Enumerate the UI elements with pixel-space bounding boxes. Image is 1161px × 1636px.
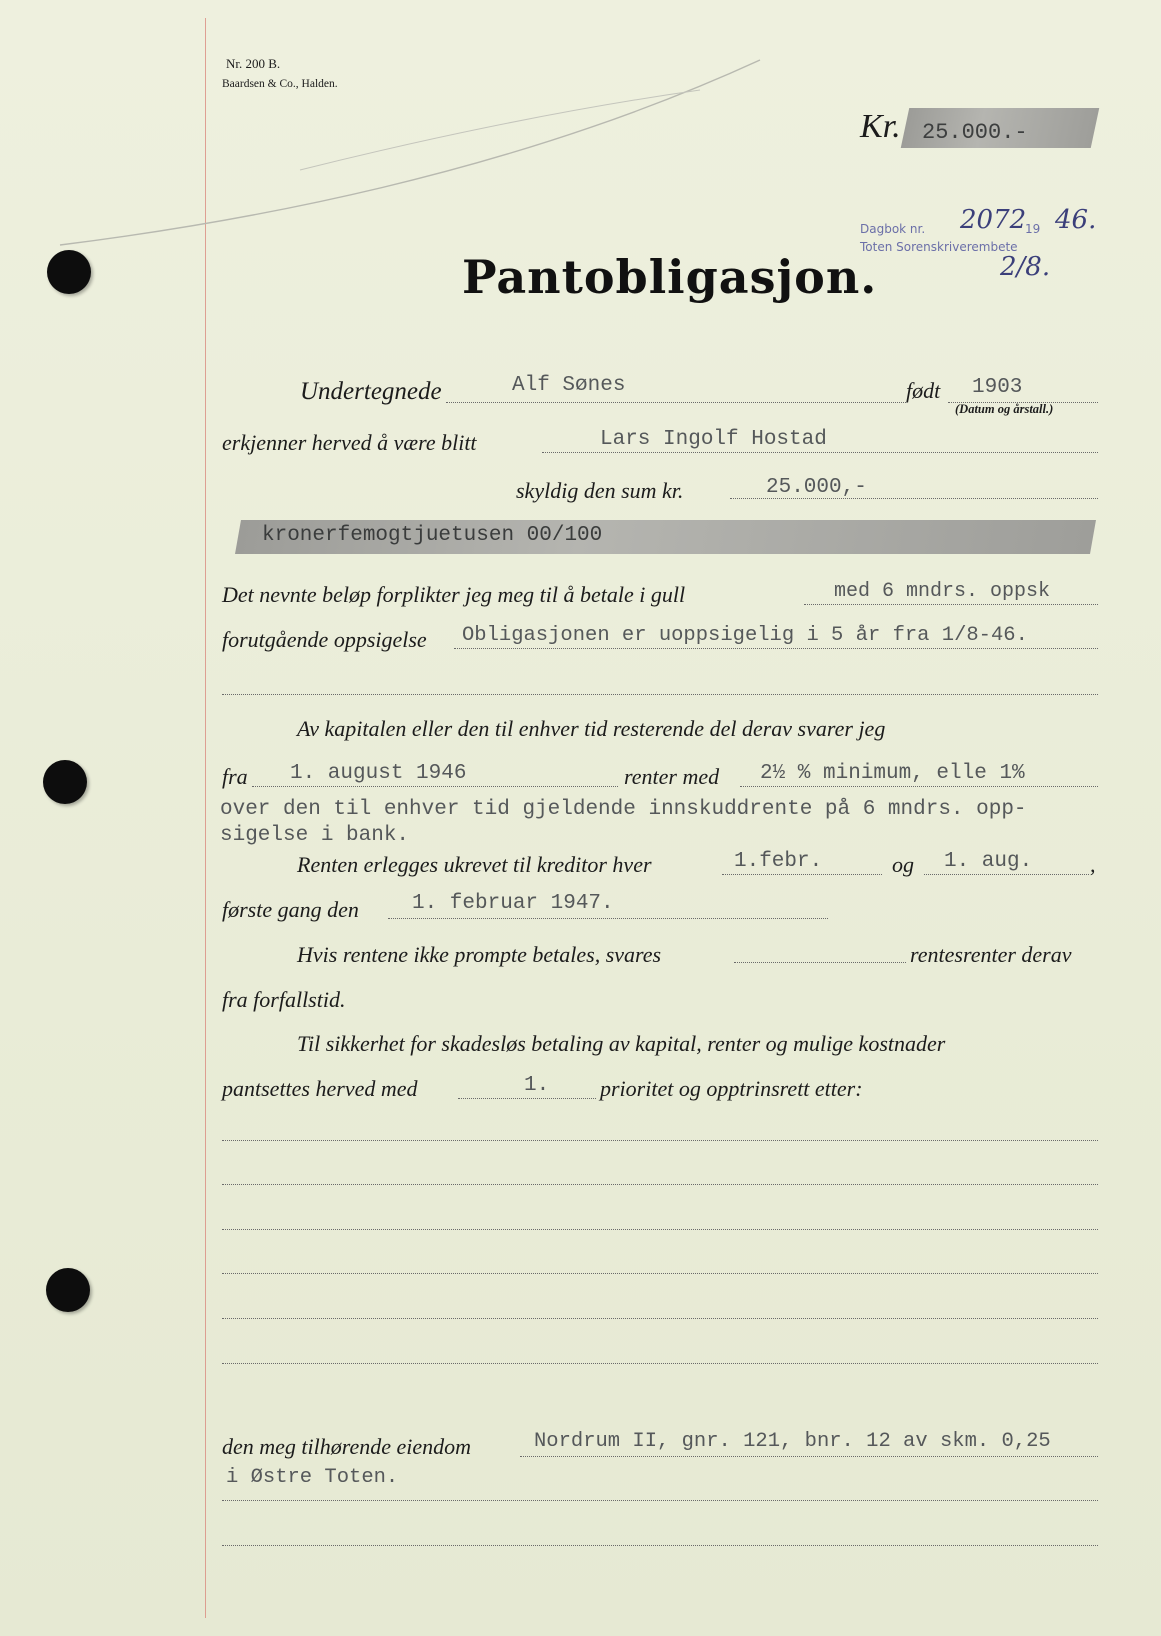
- form-number: Nr. 200 B.: [226, 56, 281, 71]
- stamp-diary-number: 2072: [960, 205, 1027, 235]
- pant-label: pantsettes herved med: [222, 1076, 418, 1101]
- fra-label: fra: [222, 764, 248, 789]
- fra-value: 1. august 1946: [290, 762, 467, 785]
- publisher: Baardsen & Co., Halden.: [222, 78, 338, 90]
- rentesrenter-label: rentesrenter derav: [910, 942, 1072, 967]
- renten-comma: ,: [1090, 852, 1096, 877]
- stamp-year: 46.: [1055, 205, 1097, 235]
- stamp-year-prefix: 19: [1025, 222, 1041, 236]
- oppsigelse-label: forutgående oppsigelse: [222, 627, 427, 652]
- fodt-hint: (Datum og årstall.): [955, 402, 1054, 416]
- forste-label: første gang den: [222, 897, 359, 922]
- stamp-diary-label: Dagbok nr.: [860, 222, 926, 236]
- renten-label: Renten erlegges ukrevet til kreditor hver: [297, 852, 652, 877]
- renter-value: 2½ % minimum, elle 1%: [760, 762, 1025, 785]
- forste-value: 1. februar 1947.: [412, 892, 614, 915]
- pencil-scribble: [0, 30, 900, 260]
- property-label: den meg tilhørende eiendom: [222, 1434, 472, 1459]
- belop-terms: med 6 mndrs. oppsk: [834, 580, 1051, 603]
- punch-hole-bottom: [46, 1268, 90, 1312]
- amount-value: 25.000.-: [922, 120, 1028, 145]
- birth-year: 1903: [972, 376, 1023, 399]
- creditor-name: Lars Ingolf Hostad: [600, 428, 827, 451]
- sum-in-words: kronerfemogtjuetusen 00/100: [262, 524, 603, 547]
- interest-intro: Av kapitalen eller den til enhver tid resterende del derav svarer jeg: [297, 716, 886, 741]
- undertegnede-label: Undertegnede: [300, 378, 442, 405]
- hvis-label: Hvis rentene ikke prompte betales, svares: [297, 942, 662, 967]
- fodt-label: født: [906, 378, 941, 403]
- amount-label: Kr.: [860, 108, 901, 145]
- property-value-2: i Østre Toten.: [226, 1466, 399, 1489]
- interest-line3: over den til enhver tid gjeldende innskuddrente på 6 mndrs. opp-: [220, 798, 1027, 821]
- erkjenner-label: erkjenner herved å være blitt: [222, 430, 477, 455]
- prioritet-value: 1.: [524, 1074, 550, 1097]
- punch-hole-middle: [43, 760, 87, 804]
- document-title: Pantobligasjon.: [462, 250, 878, 304]
- renter-label: renter med: [624, 764, 720, 789]
- interest-line4: sigelse i bank.: [220, 824, 410, 847]
- forfall-label: fra forfallstid.: [222, 987, 346, 1012]
- prioritet-label: prioritet og opptrinsrett etter:: [600, 1076, 863, 1101]
- stamp-office: Toten Sorenskriverembete: [860, 240, 1018, 254]
- property-value-1: Nordrum II, gnr. 121, bnr. 12 av skm. 0,25: [534, 1430, 1051, 1453]
- belop-text: Det nevnte beløp forplikter jeg meg til å betale i gull: [222, 582, 686, 607]
- stamp-date: 2/8.: [1000, 252, 1051, 282]
- sum-value: 25.000,-: [766, 476, 867, 499]
- skyldig-label: skyldig den sum kr.: [516, 478, 684, 503]
- security-line1: Til sikkerhet for skadesløs betaling av kapital, renter og mulige kostnader: [297, 1031, 946, 1056]
- renten-date-1: 1.febr.: [734, 850, 823, 873]
- debtor-name: Alf Sønes: [512, 374, 626, 397]
- oppsigelse-value: Obligasjonen er uoppsigelig i 5 år fra 1/8-46.: [462, 624, 1028, 647]
- renten-date-2: 1. aug.: [944, 850, 1033, 873]
- og-label: og: [892, 852, 914, 877]
